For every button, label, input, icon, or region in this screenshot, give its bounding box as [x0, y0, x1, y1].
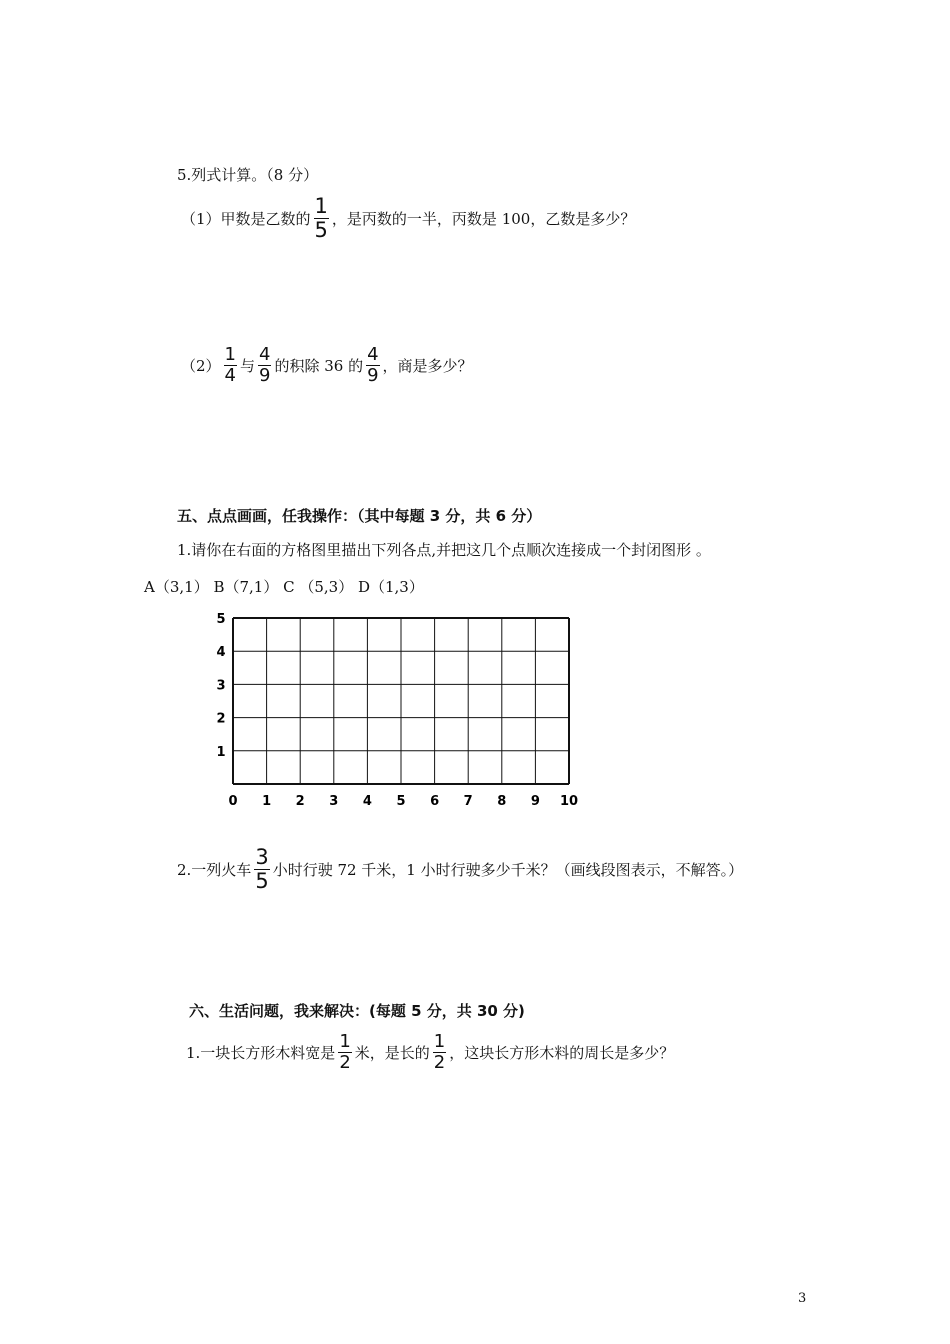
q5-part2: （2） $\frac{1}{4}$ 与 $\frac{4}{9}$ 的积除 36 的 $\frac{4}{9}$ ，商是多少？ [181, 344, 473, 386]
page-number: 3 [798, 1291, 807, 1306]
y-tick-label: 1 [216, 744, 226, 760]
coordinate-grid[interactable] [200, 605, 600, 815]
points-list: A（3,1） B（7,1） C （5,3） D（1,3） [144, 578, 424, 596]
x-tick-label: 10 [559, 794, 579, 809]
fraction: $\frac{1}{2}$ [339, 1031, 351, 1073]
fraction: $\frac{3}{5}$ [255, 845, 269, 893]
fraction: $\frac{1}{5}$ [314, 194, 328, 242]
x-tick-label: 0 [228, 794, 238, 809]
y-tick-label: 4 [216, 645, 226, 661]
x-tick-label: 5 [396, 794, 406, 809]
fraction: $\frac{1}{2}$ [433, 1031, 446, 1073]
x-tick-label: 7 [463, 794, 473, 809]
y-tick-label: 5 [216, 612, 226, 627]
grid-svg [200, 605, 600, 815]
section5-q2: 2.一列火车 $\frac{3}{5}$ 小时行驶 72 千米，1 小时行驶多少千米？（画线段图表示，不解答。） [177, 845, 744, 893]
x-tick-label: 8 [497, 794, 507, 809]
x-tick-label: 3 [329, 794, 339, 809]
fraction: $\frac{4}{9}$ [259, 344, 271, 386]
section5-heading: 五、点点画画，任我操作：（其中每题 3 分，共 6 分） [177, 507, 542, 525]
x-tick-label: 1 [262, 794, 272, 809]
x-tick-label: 4 [362, 794, 372, 809]
y-tick-label: 3 [216, 678, 226, 694]
section6-heading: 六、生活问题，我来解决：(每题 5 分，共 30 分) [189, 1002, 525, 1020]
fraction: $\frac{1}{4}$ [224, 344, 236, 386]
section6-q1: 1.一块长方形木料宽是 $\frac{1}{2}$ 米，是长的 $\frac{1}{2}$ ，这块长方形木料的周长是多少？ [186, 1031, 675, 1073]
y-tick-label: 2 [216, 711, 226, 727]
q5-part1: （1）甲数是乙数的 $\frac{1}{5}$ ，是丙数的一半，丙数是 100，乙数是多少？ [181, 194, 636, 242]
x-tick-label: 6 [430, 794, 440, 809]
x-tick-label: 2 [295, 794, 305, 809]
section5-q1: 1.请你在右面的方格图里描出下列各点,并把这几个点顺次连接成一个封闭图形 。 [177, 541, 711, 559]
fraction: $\frac{4}{9}$ [367, 344, 379, 386]
q5-title: 5.列式计算。（8 分） [177, 166, 319, 184]
x-tick-label: 9 [530, 794, 540, 809]
